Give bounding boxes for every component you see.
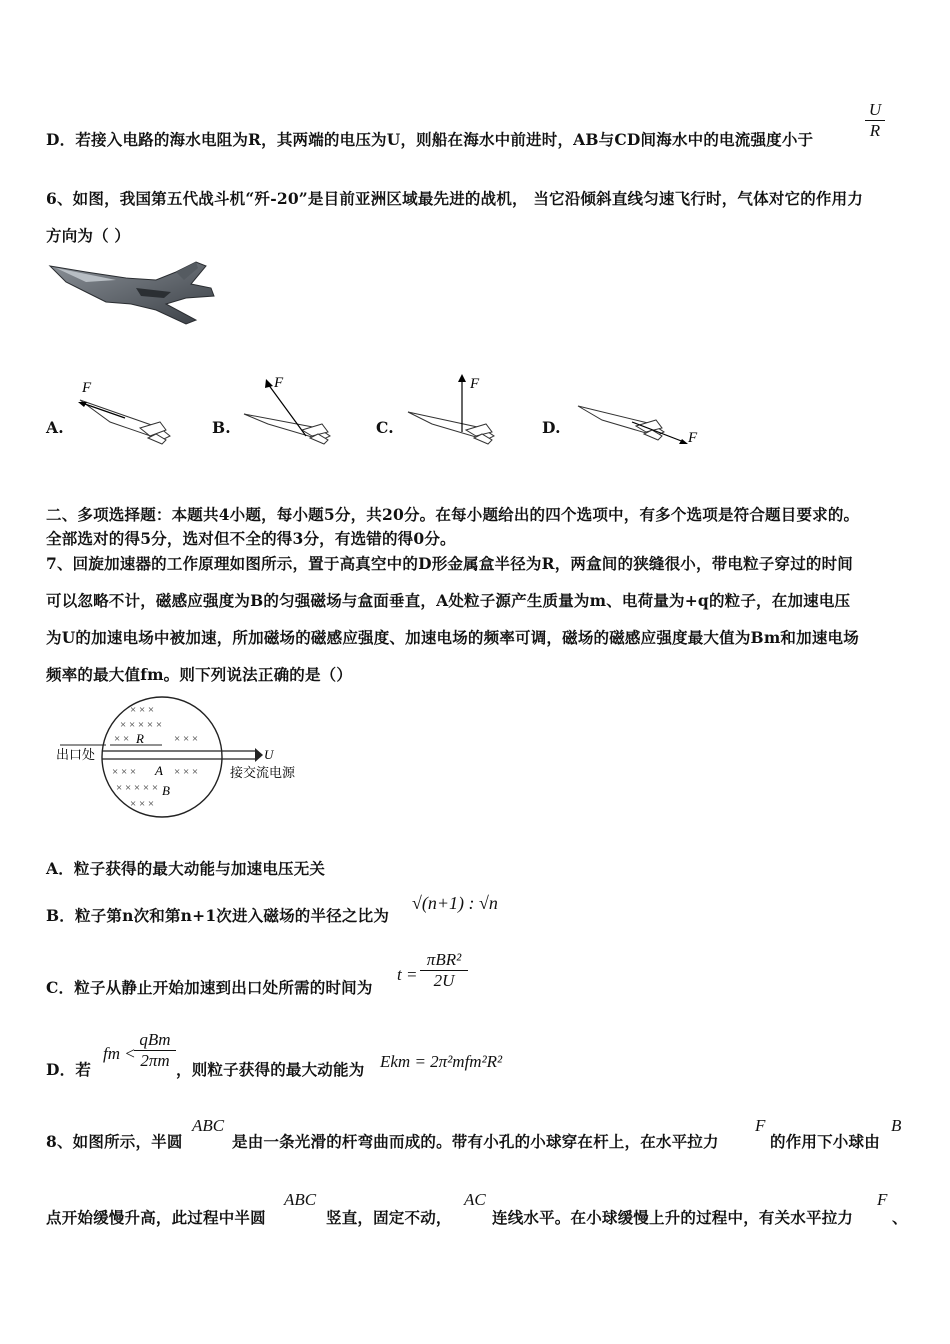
q7-stem-line4: 频率的最大值fm。则下列说法正确的是（） (46, 665, 353, 684)
ac-source-label: 接交流电源 (230, 765, 296, 780)
svg-text:× × × × ×: × × × × × (120, 719, 163, 731)
q7-stem-line1: 7、回旋加速器的工作原理如图所示，置于高真空中的D形金属盒半径为R，两盒间的狭缝很小，带电粒子穿过的时间 (46, 554, 854, 573)
voltage-label: U (264, 747, 274, 762)
q8-line2-sym-abc: ABC (284, 1190, 317, 1209)
q6-option-a-label: A. (46, 418, 64, 437)
force-label-c: F (470, 376, 480, 392)
q8-line2-sym-f: F (877, 1190, 888, 1209)
q8-line1-a: 8、如图所示，半圆 (46, 1132, 183, 1151)
q8-line1-sym-abc: ABC (192, 1116, 225, 1135)
q8-line2-c: 连线水平。在小球缓慢上升的过程中，有关水平拉力 (492, 1208, 854, 1227)
q5-option-d-fraction (865, 100, 885, 141)
q6-option-a-figure (70, 378, 180, 453)
q7-option-b-math: √(n+1) : √n (412, 893, 498, 913)
q8-line1-c: 的作用下小球由 (770, 1132, 880, 1151)
q6-option-b-label: B. (212, 418, 231, 437)
svg-text:× × ×: × × × (174, 733, 199, 745)
plane-icon (408, 412, 494, 444)
cyclotron-figure (50, 695, 310, 830)
q7-stem-line3: 为U的加速电场中被加速，所加磁场的磁感应强度、加速电场的频率可调，磁场的磁感应强度最大值为Bm和加速电场 (46, 628, 859, 647)
fraction-denominator: 2πm (140, 1051, 170, 1070)
fraction-numerator: U (868, 100, 882, 119)
q7-option-b-text: B．粒子第n次和第n+1次进入磁场的半径之比为 (46, 906, 390, 925)
q7-option-d-prefix: D．若 (46, 1060, 92, 1079)
d-box-circle (102, 697, 222, 817)
section2-header-line2: 全部选对的得5分，选对但不全的得3分，有选错的得0分。 (46, 529, 456, 548)
q7-option-d-fraction (134, 1030, 176, 1071)
q8-line1-sym-f: F (755, 1116, 766, 1135)
q6-option-c-label: C. (376, 418, 394, 437)
q5-option-d: D．若接入电路的海水电阻为R，其两端的电压为U，则船在海水中前进时，AB与CD间海水中的电流强度小于 (46, 130, 814, 149)
svg-text:× × ×: × × × (174, 766, 199, 778)
q7-option-d-cond-lhs: fm < (103, 1044, 136, 1063)
force-label-b: F (274, 375, 284, 391)
section2-header-line1: 二、多项选择题：本题共4小题，每小题5分，共20分。在每小题给出的四个选项中，有多个选项是符合题目要求的。 (46, 505, 860, 524)
q8-line1-b: 是由一条光滑的杆弯曲而成的。带有小孔的小球穿在杆上，在水平拉力 (232, 1132, 719, 1151)
fighter-jet-photo (46, 258, 216, 328)
q8-line2-sym-ac: AC (464, 1190, 486, 1209)
source-point-label: A (155, 763, 163, 778)
svg-text:× × ×: × × × (130, 798, 155, 810)
q7-option-c-lhs: t = (397, 965, 418, 984)
q6-option-c-figure (402, 372, 512, 453)
q6-stem-line2: 方向为（ ） (46, 226, 131, 245)
q7-option-c-text: C．粒子从静止开始加速到出口处所需的时间为 (46, 978, 373, 997)
svg-text:× × ×: × × × (112, 766, 137, 778)
force-label-a: F (82, 380, 92, 396)
svg-text:× × ×: × × × (130, 704, 155, 716)
plane-icon (578, 406, 664, 440)
force-label-d: F (688, 430, 698, 446)
q7-option-d-formula: Ekm = 2π²mfm²R² (380, 1052, 503, 1071)
magnetic-field-crosses (112, 704, 198, 810)
q8-line2-d: 、 (892, 1208, 908, 1227)
plane-icon (244, 414, 330, 444)
q6-option-d-figure (572, 396, 712, 453)
q6-option-b-figure (238, 374, 348, 453)
q7-option-a: A．粒子获得的最大动能与加速电压无关 (46, 859, 326, 878)
fraction-denominator: R (869, 121, 881, 140)
fraction-numerator: πBR² (426, 950, 462, 969)
fraction-denominator: 2U (433, 971, 455, 990)
q6-stem-line1: 6、如图，我国第五代战斗机“歼-20”是目前亚洲区域最先进的战机， 当它沿倾斜直线匀速飞行时，气体对它的作用力 (46, 189, 864, 208)
svg-text:× ×: × × (114, 733, 130, 745)
q8-line2-b: 竖直，固定不动， (326, 1208, 452, 1227)
q6-option-d-label: D. (542, 418, 561, 437)
q7-option-d-text: ，则粒子获得的最大动能为 (176, 1060, 365, 1079)
field-label: B (162, 783, 170, 798)
exit-label: 出口处 (56, 747, 96, 762)
q8-line2-a: 点开始缓慢升高，此过程中半圆 (46, 1208, 266, 1227)
svg-text:× × × × ×: × × × × × (116, 782, 159, 794)
fraction-numerator: qBm (139, 1030, 171, 1049)
voltage-arrow (255, 748, 263, 762)
q7-stem-line2: 可以忽略不计，磁感应强度为B的匀强磁场与盒面垂直，A处粒子源产生质量为m、电荷量为+q的粒子，在加速电压 (46, 591, 851, 610)
q8-line1-sym-b: B (891, 1116, 902, 1135)
q7-option-c-fraction (420, 950, 468, 991)
radius-label: R (136, 731, 144, 746)
